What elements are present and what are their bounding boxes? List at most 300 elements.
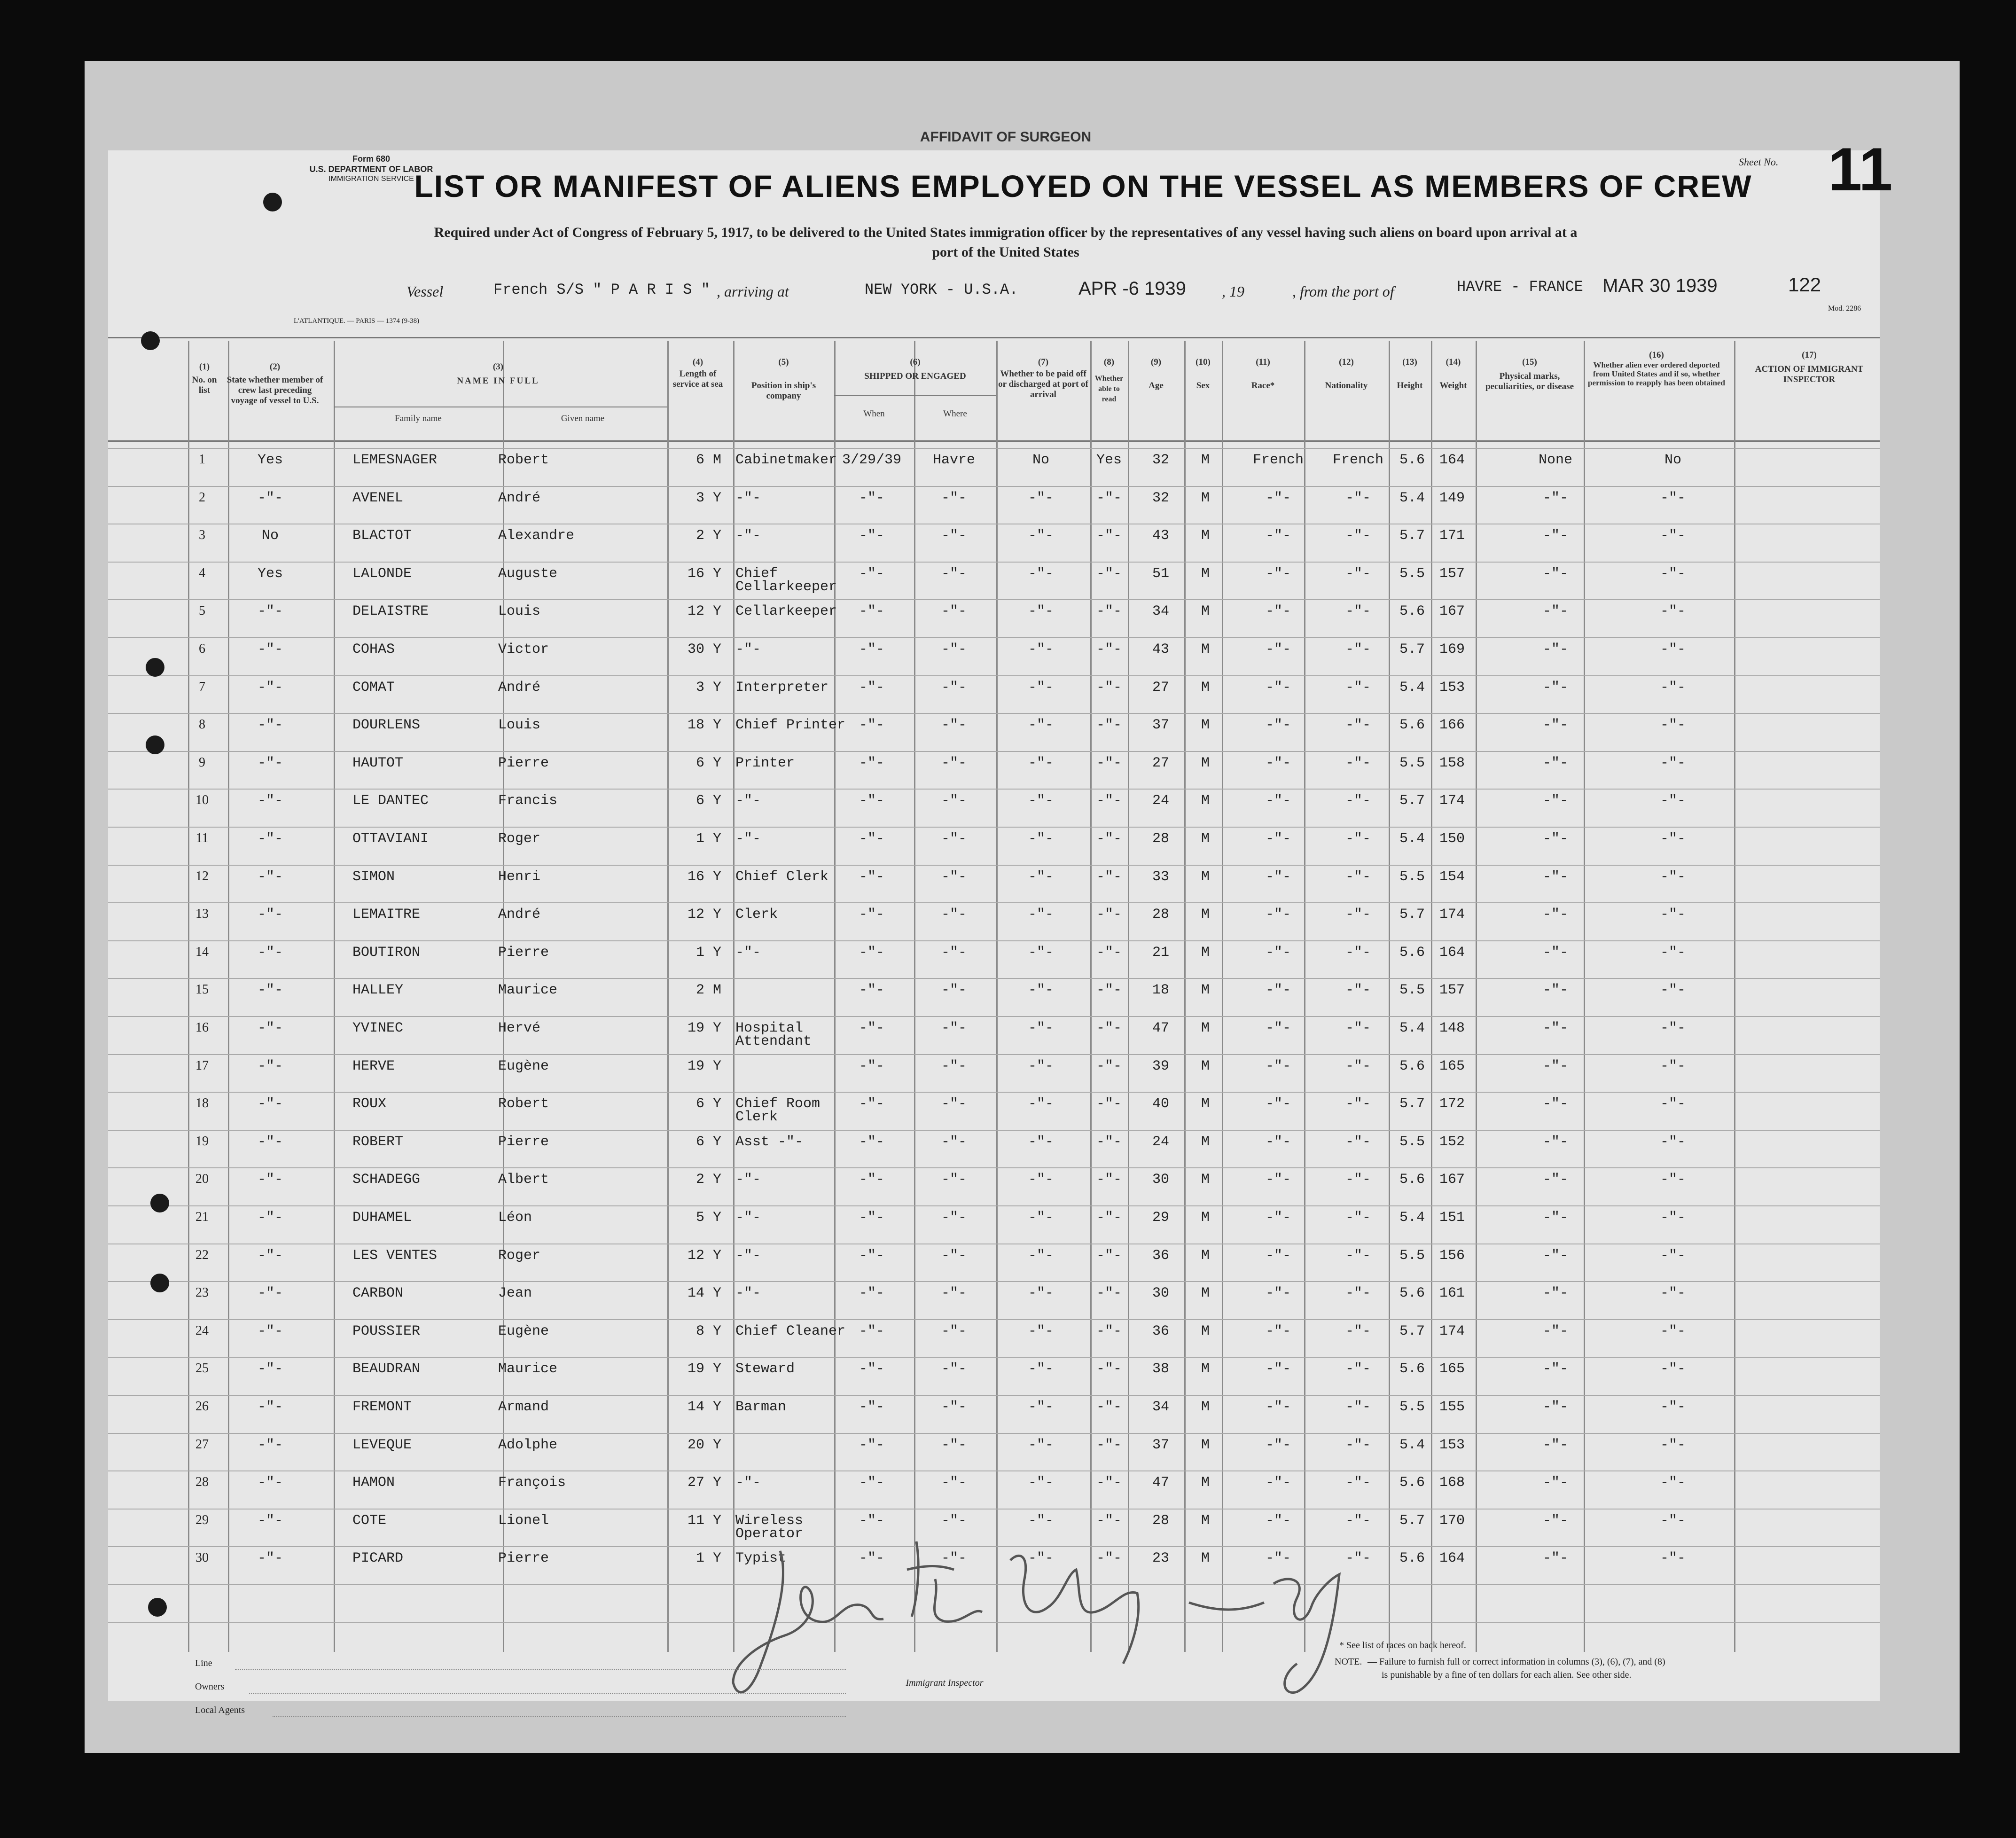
weight: 151	[1439, 1210, 1465, 1226]
sex: M	[1201, 1361, 1210, 1377]
sex: M	[1201, 717, 1210, 734]
prev-voyage: -"-	[257, 831, 283, 847]
family-name: PICARD	[352, 1550, 404, 1567]
position: Cabinetmaker	[735, 452, 837, 468]
prev-voyage: -"-	[257, 1285, 283, 1302]
subtitle-line-2: port of the United States	[932, 244, 1079, 260]
row-number: 17	[195, 1058, 209, 1073]
race: -"-	[1265, 944, 1291, 961]
owners-signature-line	[249, 1693, 846, 1694]
prev-voyage: -"-	[257, 1512, 283, 1529]
shipped-where: -"-	[941, 1550, 967, 1567]
race: -"-	[1265, 1172, 1291, 1188]
weight: 174	[1439, 1323, 1465, 1339]
col-9-header: Age	[1149, 381, 1164, 391]
nationality: -"-	[1345, 793, 1371, 809]
prev-voyage: -"-	[257, 868, 283, 885]
nationality: -"-	[1345, 1172, 1371, 1188]
shipped-where: -"-	[941, 1475, 967, 1491]
able-to-read: -"-	[1096, 907, 1122, 923]
row-rule	[108, 1433, 1880, 1434]
position: Steward	[735, 1361, 795, 1377]
weight: 174	[1439, 793, 1465, 809]
deported: -"-	[1660, 641, 1686, 657]
row-number: 3	[199, 528, 205, 543]
paid-off: -"-	[1028, 1437, 1054, 1453]
family-name: HALLEY	[352, 982, 404, 999]
length-of-service: 18 Y	[687, 717, 721, 734]
col-5-num: (5)	[778, 357, 789, 367]
col-6-num: (6)	[910, 357, 921, 367]
physical-marks: -"-	[1542, 1020, 1569, 1036]
paid-off: -"-	[1028, 1096, 1054, 1112]
footer-agents-label: Local Agents	[195, 1705, 245, 1715]
weight: 157	[1439, 982, 1465, 999]
able-to-read: -"-	[1096, 717, 1122, 734]
paid-off: -"-	[1028, 868, 1054, 885]
family-name: LEMAITRE	[352, 907, 421, 923]
sex: M	[1201, 490, 1210, 506]
row-rule	[108, 978, 1880, 979]
family-name: COTE	[352, 1512, 387, 1529]
able-to-read: -"-	[1096, 1134, 1122, 1150]
shipped-when: -"-	[859, 1210, 885, 1226]
deported: -"-	[1660, 490, 1686, 506]
shipped-where: -"-	[941, 1058, 967, 1074]
prev-voyage: -"-	[257, 907, 283, 923]
position: -"-	[735, 641, 761, 657]
shipped-where: -"-	[941, 1247, 967, 1264]
position: Clerk	[735, 907, 778, 923]
prev-voyage: -"-	[257, 1361, 283, 1377]
nationality: -"-	[1345, 528, 1371, 544]
length-of-service: 6 Y	[695, 1134, 721, 1150]
able-to-read: -"-	[1096, 528, 1122, 544]
sex: M	[1201, 1058, 1210, 1074]
paid-off: -"-	[1028, 755, 1054, 771]
deported: -"-	[1660, 868, 1686, 885]
prev-voyage: -"-	[257, 641, 283, 657]
sheet-number: 11	[1828, 135, 1893, 203]
family-name: DELAISTRE	[352, 603, 429, 620]
sheet-label: Sheet No.	[1739, 156, 1779, 168]
paid-off: -"-	[1028, 1512, 1054, 1529]
length-of-service: 6 M	[695, 452, 721, 468]
form-number: Form 680	[352, 154, 391, 164]
row-rule	[108, 1167, 1880, 1168]
paid-off: -"-	[1028, 1247, 1054, 1264]
age: 18	[1152, 982, 1170, 999]
binding-hole-7	[148, 1598, 167, 1617]
shipped-when: -"-	[859, 1247, 885, 1264]
row-number: 12	[195, 868, 209, 884]
sex: M	[1201, 1475, 1210, 1491]
race: -"-	[1265, 1399, 1291, 1415]
nationality: -"-	[1345, 1096, 1371, 1112]
row-number: 16	[195, 1020, 209, 1035]
sex: M	[1201, 982, 1210, 999]
race: -"-	[1265, 755, 1291, 771]
shipped-when: -"-	[859, 717, 885, 734]
shipped-where: -"-	[941, 1361, 967, 1377]
prev-voyage: -"-	[257, 1020, 283, 1036]
paid-off: -"-	[1028, 982, 1054, 999]
race: -"-	[1265, 603, 1291, 620]
physical-marks: -"-	[1542, 603, 1569, 620]
race: -"-	[1265, 793, 1291, 809]
physical-marks: -"-	[1542, 793, 1569, 809]
nationality: -"-	[1345, 831, 1371, 847]
able-to-read: Yes	[1096, 452, 1122, 468]
row-number: 10	[195, 793, 209, 808]
paid-off: -"-	[1028, 679, 1054, 696]
age: 29	[1152, 1210, 1170, 1226]
note-line-1: — Failure to furnish full or correct information in columns (3), (6), (7), and (8)	[1367, 1657, 1665, 1667]
shipped-when: -"-	[859, 641, 885, 657]
height: 5.4	[1399, 1210, 1425, 1226]
length-of-service: 1 Y	[695, 831, 721, 847]
position: Chief Clerk	[735, 868, 829, 885]
family-name: LEMESNAGER	[352, 452, 438, 468]
given-name: Armand	[498, 1399, 549, 1415]
deported: No	[1664, 452, 1682, 468]
height: 5.5	[1399, 1247, 1425, 1264]
col-14-num: (14)	[1446, 357, 1461, 367]
prev-voyage: -"-	[257, 1134, 283, 1150]
length-of-service: 1 Y	[695, 944, 721, 961]
race: -"-	[1265, 717, 1291, 734]
able-to-read: -"-	[1096, 1399, 1122, 1415]
row-number: 1	[199, 452, 205, 467]
able-to-read: -"-	[1096, 1512, 1122, 1529]
race: -"-	[1265, 1058, 1291, 1074]
age: 37	[1152, 1437, 1170, 1453]
shipped-when: -"-	[859, 1134, 885, 1150]
arriving-label: , arriving at	[717, 283, 789, 300]
shipped-when: -"-	[859, 490, 885, 506]
family-name: CARBON	[352, 1285, 404, 1302]
nationality: -"-	[1345, 907, 1371, 923]
row-number: 8	[199, 717, 205, 732]
family-name: POUSSIER	[352, 1323, 421, 1339]
paid-off: -"-	[1028, 1020, 1054, 1036]
height: 5.6	[1399, 1475, 1425, 1491]
weight: 153	[1439, 1437, 1465, 1453]
given-name: Henri	[498, 868, 541, 885]
column-rule	[1128, 341, 1129, 1652]
physical-marks: -"-	[1542, 1285, 1569, 1302]
able-to-read: -"-	[1096, 1096, 1122, 1112]
prev-voyage: Yes	[257, 565, 283, 582]
given-name: Maurice	[498, 982, 558, 999]
shipped-where: -"-	[941, 528, 967, 544]
age: 33	[1152, 868, 1170, 885]
physical-marks: -"-	[1542, 944, 1569, 961]
able-to-read: -"-	[1096, 1172, 1122, 1188]
length-of-service: 16 Y	[687, 565, 721, 582]
family-name: DUHAMEL	[352, 1210, 412, 1226]
height: 5.5	[1399, 982, 1425, 999]
age: 36	[1152, 1323, 1170, 1339]
able-to-read: -"-	[1096, 1058, 1122, 1074]
sex: M	[1201, 641, 1210, 657]
prev-voyage: -"-	[257, 944, 283, 961]
row-rule	[108, 940, 1880, 941]
position: Interpreter	[735, 679, 829, 696]
vessel-name: French S/S " P A R I S "	[493, 281, 710, 298]
given-name: Eugène	[498, 1323, 549, 1339]
col-8-num: (8)	[1103, 357, 1115, 367]
height: 5.6	[1399, 1285, 1425, 1302]
sex: M	[1201, 793, 1210, 809]
row-number: 14	[195, 944, 209, 959]
nationality: -"-	[1345, 1058, 1371, 1074]
col-10-num: (10)	[1196, 357, 1211, 367]
physical-marks: -"-	[1542, 1399, 1569, 1415]
row-number: 13	[195, 907, 209, 922]
nationality: -"-	[1345, 1437, 1371, 1453]
paid-off: -"-	[1028, 1399, 1054, 1415]
shipped-when: -"-	[859, 944, 885, 961]
position: Asst -"-	[735, 1134, 804, 1150]
physical-marks: -"-	[1542, 1437, 1569, 1453]
able-to-read: -"-	[1096, 490, 1122, 506]
shipped-where: -"-	[941, 755, 967, 771]
length-of-service: 2 M	[695, 982, 721, 999]
prev-voyage: -"-	[257, 793, 283, 809]
age: 34	[1152, 603, 1170, 620]
physical-marks: -"-	[1542, 565, 1569, 582]
race: -"-	[1265, 1285, 1291, 1302]
age: 28	[1152, 907, 1170, 923]
nationality: -"-	[1345, 490, 1371, 506]
race: -"-	[1265, 1096, 1291, 1112]
row-rule	[108, 1357, 1880, 1358]
height: 5.4	[1399, 831, 1425, 847]
race: -"-	[1265, 1134, 1291, 1150]
length-of-service: 20 Y	[687, 1437, 721, 1453]
row-rule	[108, 1319, 1880, 1320]
affidavit-label: AFFIDAVIT OF SURGEON	[920, 129, 1092, 145]
family-name: SCHADEGG	[352, 1172, 421, 1188]
deported: -"-	[1660, 1550, 1686, 1567]
paid-off: -"-	[1028, 831, 1054, 847]
column-rule	[1389, 341, 1390, 1652]
weight: 150	[1439, 831, 1465, 847]
physical-marks: None	[1538, 452, 1573, 468]
shipped-where: -"-	[941, 1323, 967, 1339]
physical-marks: -"-	[1542, 1512, 1569, 1529]
nationality: -"-	[1345, 1399, 1371, 1415]
physical-marks: -"-	[1542, 831, 1569, 847]
shipped-where: -"-	[941, 1134, 967, 1150]
height: 5.4	[1399, 1020, 1425, 1036]
position-continued: Cellarkeeper	[735, 579, 837, 595]
sex: M	[1201, 1210, 1210, 1226]
position: Wireless	[735, 1512, 804, 1529]
col-12-num: (12)	[1339, 357, 1354, 367]
shipped-when: -"-	[859, 1361, 885, 1377]
shipped-where-header: Where	[943, 409, 967, 419]
col-13-num: (13)	[1402, 357, 1417, 367]
position: -"-	[735, 1247, 761, 1264]
nationality: -"-	[1345, 679, 1371, 696]
given-name: Roger	[498, 831, 541, 847]
shipped-when: -"-	[859, 1512, 885, 1529]
shipped-where: -"-	[941, 1399, 967, 1415]
race: -"-	[1265, 565, 1291, 582]
nationality: -"-	[1345, 1285, 1371, 1302]
race: -"-	[1265, 868, 1291, 885]
age: 28	[1152, 831, 1170, 847]
manifest-number: 122	[1788, 274, 1821, 296]
row-rule	[108, 865, 1880, 866]
column-rule	[1734, 341, 1735, 1652]
line-signature-line	[235, 1669, 846, 1670]
family-name: BLACTOT	[352, 528, 412, 544]
height: 5.7	[1399, 793, 1425, 809]
height: 5.6	[1399, 1361, 1425, 1377]
prev-voyage: -"-	[257, 717, 283, 734]
position: -"-	[735, 944, 761, 961]
paid-off: -"-	[1028, 1361, 1054, 1377]
col-4-header: Length of service at sea	[672, 369, 723, 389]
physical-marks: -"-	[1542, 1096, 1569, 1112]
row-number: 29	[195, 1512, 209, 1527]
weight: 158	[1439, 755, 1465, 771]
position: Hospital	[735, 1020, 804, 1036]
deported: -"-	[1660, 907, 1686, 923]
mod-number: Mod. 2286	[1828, 305, 1861, 313]
note-line-2: is punishable by a fine of ten dollars for each alien. See other side.	[1382, 1670, 1632, 1680]
nationality: -"-	[1345, 868, 1371, 885]
deported: -"-	[1660, 1134, 1686, 1150]
sex: M	[1201, 603, 1210, 620]
able-to-read: -"-	[1096, 679, 1122, 696]
position: Chief	[735, 565, 778, 582]
nationality: -"-	[1345, 1550, 1371, 1567]
given-name: Robert	[498, 1096, 549, 1112]
weight: 169	[1439, 641, 1465, 657]
able-to-read: -"-	[1096, 944, 1122, 961]
col-9-num: (9)	[1150, 357, 1162, 367]
deported: -"-	[1660, 1172, 1686, 1188]
row-number: 9	[199, 755, 205, 770]
sex: M	[1201, 1285, 1210, 1302]
shipped-where: -"-	[941, 1172, 967, 1188]
position: Barman	[735, 1399, 787, 1415]
shipped-where: -"-	[941, 717, 967, 734]
length-of-service: 19 Y	[687, 1020, 721, 1036]
given-name: Pierre	[498, 1550, 549, 1567]
family-name: LES VENTES	[352, 1247, 438, 1264]
family-name: HAUTOT	[352, 755, 404, 771]
given-name: Alexandre	[498, 528, 575, 544]
prev-voyage: -"-	[257, 982, 283, 999]
col-3-num: (3)	[492, 362, 504, 372]
row-rule	[108, 1054, 1880, 1055]
length-of-service: 2 Y	[695, 1172, 721, 1188]
physical-marks: -"-	[1542, 717, 1569, 734]
shipped-when: -"-	[859, 1172, 885, 1188]
nationality: -"-	[1345, 1210, 1371, 1226]
paid-off: -"-	[1028, 1323, 1054, 1339]
weight: 149	[1439, 490, 1465, 506]
nationality: -"-	[1345, 1512, 1371, 1529]
column-rule	[1476, 341, 1477, 1652]
column-rule	[914, 341, 915, 1652]
sex: M	[1201, 679, 1210, 696]
paid-off: -"-	[1028, 1285, 1054, 1302]
position: Chief Printer	[735, 717, 846, 734]
deported: -"-	[1660, 603, 1686, 620]
deported: -"-	[1660, 831, 1686, 847]
weight: 166	[1439, 717, 1465, 734]
given-name: Albert	[498, 1172, 549, 1188]
sex: M	[1201, 452, 1210, 468]
shipped-when: -"-	[859, 1323, 885, 1339]
row-rule	[108, 751, 1880, 752]
age: 40	[1152, 1096, 1170, 1112]
height: 5.7	[1399, 907, 1425, 923]
shipped-when: 3/29/39	[842, 452, 902, 468]
height: 5.4	[1399, 1437, 1425, 1453]
year-label: , 19	[1222, 283, 1244, 300]
sex: M	[1201, 831, 1210, 847]
nationality: French	[1332, 452, 1384, 468]
race: French	[1252, 452, 1304, 468]
length-of-service: 1 Y	[695, 1550, 721, 1567]
physical-marks: -"-	[1542, 1361, 1569, 1377]
age: 24	[1152, 1134, 1170, 1150]
given-name: André	[498, 490, 541, 506]
height: 5.5	[1399, 1399, 1425, 1415]
column-rule	[334, 341, 335, 1652]
sex: M	[1201, 907, 1210, 923]
prev-voyage: -"-	[257, 1247, 283, 1264]
given-name: André	[498, 907, 541, 923]
shipped-when: -"-	[859, 1399, 885, 1415]
paid-off: -"-	[1028, 641, 1054, 657]
row-rule	[108, 1509, 1880, 1510]
sex: M	[1201, 1172, 1210, 1188]
position-continued: Operator	[735, 1525, 804, 1542]
shipped-when: -"-	[859, 603, 885, 620]
prev-voyage: -"-	[257, 1399, 283, 1415]
race: -"-	[1265, 1550, 1291, 1567]
physical-marks: -"-	[1542, 982, 1569, 999]
length-of-service: 14 Y	[687, 1399, 721, 1415]
col-16-num: (16)	[1649, 350, 1664, 360]
age: 38	[1152, 1361, 1170, 1377]
sex: M	[1201, 1399, 1210, 1415]
col-2-header: State whether member of crew last preceding voyage of vessel to U.S.	[227, 375, 323, 406]
race: -"-	[1265, 907, 1291, 923]
col-17-num: (17)	[1802, 350, 1817, 360]
prev-voyage: -"-	[257, 603, 283, 620]
given-name: Jean	[498, 1285, 532, 1302]
length-of-service: 12 Y	[687, 907, 721, 923]
nationality: -"-	[1345, 1323, 1371, 1339]
weight: 167	[1439, 603, 1465, 620]
row-rule	[108, 902, 1880, 903]
paid-off: -"-	[1028, 1210, 1054, 1226]
age: 32	[1152, 452, 1170, 468]
race: -"-	[1265, 1437, 1291, 1453]
shipped-where: -"-	[941, 565, 967, 582]
weight: 164	[1439, 452, 1465, 468]
weight: 156	[1439, 1247, 1465, 1264]
